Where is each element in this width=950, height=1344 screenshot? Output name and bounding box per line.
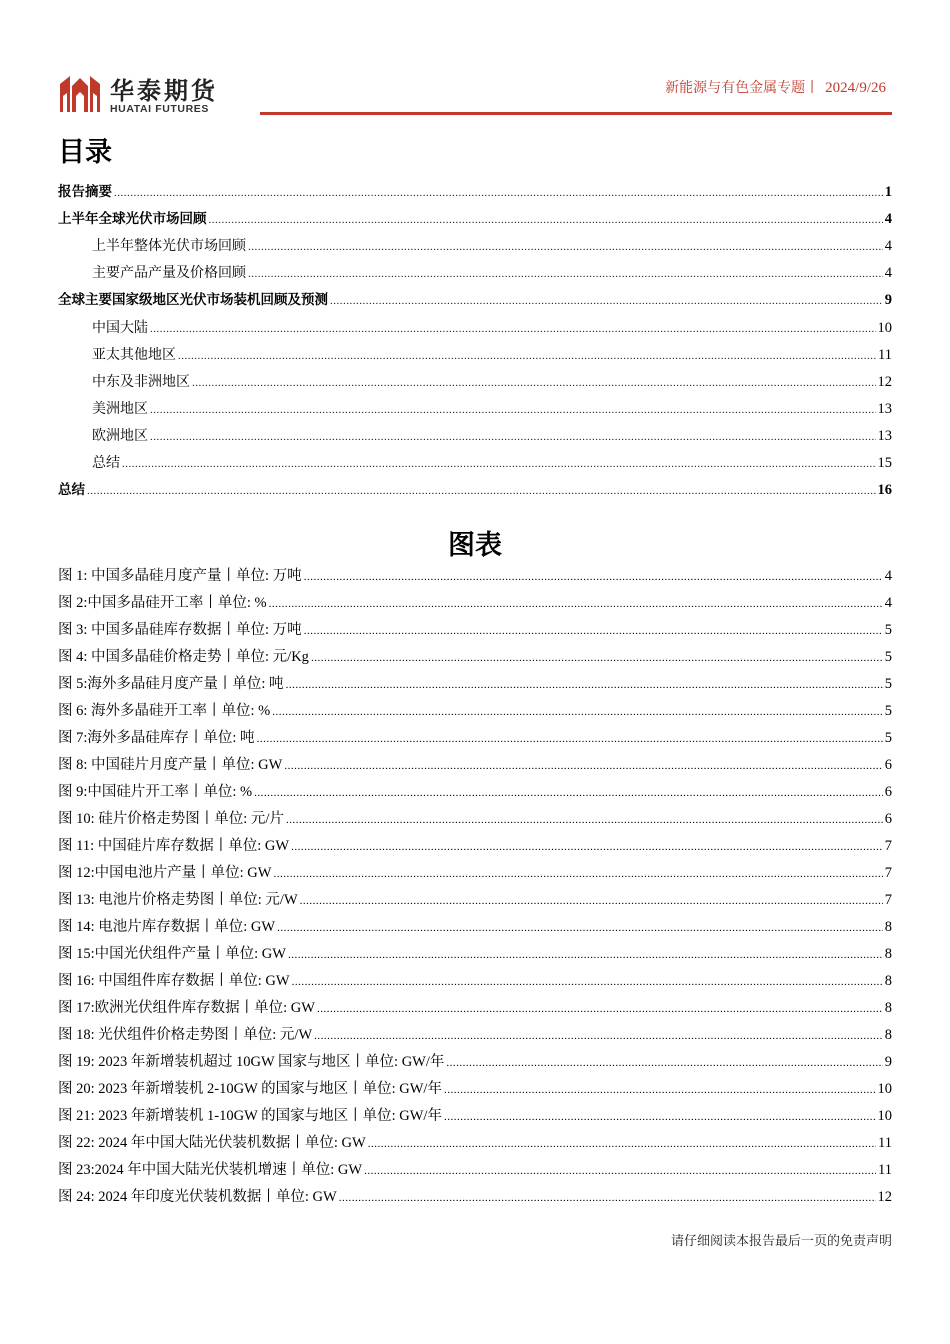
figure-entry[interactable]	[58, 564, 892, 588]
figure-entry-label: 图 24: 2024 年印度光伏装机数据丨单位: GW	[58, 1189, 337, 1205]
dot-leader	[150, 425, 876, 449]
toc-entry[interactable]	[58, 478, 892, 502]
toc-entry-page: 13	[877, 400, 892, 417]
dot-leader	[178, 344, 876, 368]
dot-leader	[150, 317, 876, 341]
figure-entry[interactable]	[58, 618, 892, 642]
dot-leader	[248, 235, 883, 259]
toc-entry-page: 13	[877, 427, 892, 444]
dot-leader	[114, 181, 883, 205]
report-type: 新能源与有色金属专题丨	[665, 80, 820, 96]
figure-entry-label: 图 7:海外多晶硅库存丨单位: 吨	[58, 730, 255, 746]
figure-entry-label: 图 11: 中国硅片库存数据丨单位: GW	[58, 838, 290, 854]
figure-entry-page: 4	[884, 568, 892, 584]
figure-entry-page: 12	[877, 1189, 892, 1205]
dot-leader	[209, 208, 883, 232]
figure-entry-page: 6	[884, 784, 892, 800]
dot-leader	[288, 943, 883, 967]
dot-leader	[304, 565, 883, 589]
dot-leader	[192, 371, 876, 395]
figure-entry[interactable]	[58, 888, 892, 912]
figure-entry-label: 图 20: 2023 年新增装机 2-10GW 的国家与地区丨单位: GW/年	[58, 1081, 442, 1097]
figure-entry-label: 图 21: 2023 年新增装机 1-10GW 的国家与地区丨单位: GW/年	[58, 1108, 442, 1124]
toc-entry-page: 16	[877, 482, 892, 499]
figure-entry-page: 5	[884, 676, 892, 692]
figure-entry-page: 8	[884, 946, 892, 962]
figure-entry[interactable]	[58, 942, 892, 966]
dot-leader	[272, 700, 882, 724]
figure-entry-label: 图 10: 硅片价格走势图丨单位: 元/片	[58, 811, 284, 827]
dot-leader	[304, 619, 883, 643]
figure-entry[interactable]	[58, 861, 892, 885]
page-header	[58, 72, 892, 118]
toc-entry-label: 中东及非洲地区	[92, 373, 190, 390]
figure-entry[interactable]	[58, 1077, 892, 1101]
toc-entry-label: 上半年全球光伏市场回顾	[58, 211, 207, 228]
toc-entry[interactable]	[58, 288, 892, 312]
figure-entry-page: 7	[884, 892, 892, 908]
figure-entry-label: 图 5:海外多晶硅月度产量丨单位: 吨	[58, 676, 284, 692]
header-divider	[260, 112, 892, 115]
report-date: 2024/9/26	[825, 80, 886, 96]
figure-entry-label: 图 3: 中国多晶硅库存数据丨单位: 万吨	[58, 622, 302, 638]
dot-leader	[87, 479, 876, 503]
toc-entry-page: 4	[884, 211, 892, 228]
dot-leader	[150, 398, 876, 422]
toc-entry[interactable]	[92, 234, 892, 258]
figure-entry-label: 图 15:中国光伏组件产量丨单位: GW	[58, 946, 286, 962]
figure-entry-label: 图 17:欧洲光伏组件库存数据丨单位: GW	[58, 1000, 315, 1016]
figure-entry[interactable]	[58, 915, 892, 939]
toc-entry-label: 报告摘要	[58, 184, 112, 200]
figure-entry-page: 6	[884, 811, 892, 827]
toc-title: 目录	[58, 137, 112, 168]
figure-entry[interactable]	[58, 1104, 892, 1128]
dot-leader	[286, 808, 883, 832]
figure-entry-label: 图 12:中国电池片产量丨单位: GW	[58, 865, 272, 881]
figure-entry[interactable]	[58, 645, 892, 669]
toc-entry-page: 1	[884, 184, 892, 200]
toc-entry[interactable]	[92, 451, 892, 475]
toc-entry-label: 中国大陆	[92, 319, 148, 336]
toc-entry-label: 亚太其他地区	[92, 346, 176, 363]
figure-entry-label: 图 16: 中国组件库存数据丨单位: GW	[58, 973, 290, 989]
figure-entry[interactable]	[58, 780, 892, 804]
toc-entry-page: 4	[884, 238, 892, 255]
figure-entry[interactable]	[58, 969, 892, 993]
toc-entry-page: 4	[884, 265, 892, 282]
toc-entry[interactable]	[92, 343, 892, 367]
dot-leader	[292, 970, 883, 994]
figure-entry[interactable]	[58, 672, 892, 696]
figure-entry-page: 4	[884, 595, 892, 611]
toc-entry[interactable]	[58, 180, 892, 204]
toc-entry-page: 10	[877, 319, 892, 336]
toc-entry-label: 主要产品产量及价格回顾	[92, 265, 246, 282]
figure-entry-label: 图 14: 电池片库存数据丨单位: GW	[58, 919, 276, 935]
logo-text-en: HUATAI FUTURES	[110, 103, 210, 115]
figure-entry-label: 图 9:中国硅片开工率丨单位: %	[58, 784, 253, 800]
report-meta	[665, 77, 886, 97]
figure-entry[interactable]	[58, 996, 892, 1020]
dot-leader	[339, 1186, 876, 1210]
toc-entry-page: 12	[877, 373, 892, 390]
figure-entry-page: 10	[877, 1108, 892, 1124]
figure-entry-page: 11	[878, 1135, 892, 1151]
figure-entry-page: 7	[884, 838, 892, 854]
figure-entry-label: 图 1: 中国多晶硅月度产量丨单位: 万吨	[58, 568, 302, 584]
toc-entry-label: 欧洲地区	[92, 427, 148, 444]
toc-entry-page: 11	[878, 346, 892, 363]
figure-entry-page: 11	[878, 1162, 892, 1178]
logo-text-cn: 华泰期货	[110, 77, 218, 105]
toc-entry[interactable]	[92, 370, 892, 394]
figure-entry-label: 图 8: 中国硅片月度产量丨单位: GW	[58, 757, 283, 773]
toc-entry-page: 15	[877, 455, 892, 471]
figure-entry-page: 8	[884, 1000, 892, 1016]
toc-entry-label: 全球主要国家级地区光伏市场装机回顾及预测	[58, 292, 328, 309]
figure-entry[interactable]	[58, 699, 892, 723]
dot-leader	[446, 1051, 882, 1075]
figure-entry[interactable]	[58, 834, 892, 858]
figure-entry-page: 9	[884, 1054, 892, 1070]
figure-entry-label: 图 6: 海外多晶硅开工率丨单位: %	[58, 703, 271, 719]
dot-leader	[257, 727, 883, 751]
figure-entry-page: 8	[884, 919, 892, 935]
toc-entry[interactable]	[92, 424, 892, 448]
dot-leader	[314, 1024, 883, 1048]
dot-leader	[444, 1078, 876, 1102]
figure-entry-label: 图 22: 2024 年中国大陆光伏装机数据丨单位: GW	[58, 1135, 366, 1151]
toc-entry[interactable]	[92, 397, 892, 421]
figure-entry-page: 5	[884, 703, 892, 719]
toc-entry[interactable]	[58, 207, 892, 231]
toc-entry[interactable]	[92, 261, 892, 285]
dot-leader	[444, 1105, 876, 1129]
toc-entry-label: 总结	[58, 482, 85, 499]
dot-leader	[273, 862, 882, 886]
figure-entry-label: 图 19: 2023 年新增装机超过 10GW 国家与地区丨单位: GW/年	[58, 1054, 445, 1070]
figure-entry[interactable]	[58, 753, 892, 777]
dot-leader	[291, 835, 883, 859]
dot-leader	[248, 262, 883, 286]
figure-entry-page: 5	[884, 622, 892, 638]
dot-leader	[284, 754, 882, 778]
dot-leader	[277, 916, 883, 940]
figure-entry[interactable]	[58, 1185, 892, 1209]
figure-entry-label: 图 4: 中国多晶硅价格走势丨单位: 元/Kg	[58, 649, 309, 665]
toc-entry-label: 美洲地区	[92, 400, 148, 417]
toc-entry-label: 上半年整体光伏市场回顾	[92, 238, 246, 255]
figure-entry[interactable]	[58, 726, 892, 750]
figures-title: 图表	[448, 530, 502, 561]
figure-entry-label: 图 23:2024 年中国大陆光伏装机增速丨单位: GW	[58, 1162, 363, 1178]
figure-entry-page: 5	[884, 649, 892, 665]
figure-entry-page: 10	[877, 1081, 892, 1097]
dot-leader	[311, 646, 883, 670]
figure-entry[interactable]	[58, 1023, 892, 1047]
dot-leader	[269, 592, 883, 616]
figure-entry[interactable]	[58, 1050, 892, 1074]
figure-entry[interactable]	[58, 591, 892, 615]
toc-entry-page: 9	[884, 292, 892, 309]
figure-entry[interactable]	[58, 1158, 892, 1182]
dot-leader	[286, 673, 883, 697]
dot-leader	[254, 781, 883, 805]
figure-entry-page: 5	[884, 730, 892, 746]
disclaimer-note: 请仔细阅读本报告最后一页的免责声明	[670, 1234, 892, 1249]
company-logo	[58, 72, 218, 118]
figure-entry-page: 8	[884, 973, 892, 989]
figure-entry-page: 6	[884, 757, 892, 773]
dot-leader	[300, 889, 883, 913]
dot-leader	[122, 452, 876, 476]
figure-entry-label: 图 13: 电池片价格走势图丨单位: 元/W	[58, 892, 298, 908]
figure-entry-label: 图 18: 光伏组件价格走势图丨单位: 元/W	[58, 1027, 313, 1043]
toc-entry-label: 总结	[92, 455, 120, 471]
figure-entry-page: 7	[884, 865, 892, 881]
figure-entry-label: 图 2:中国多晶硅开工率丨单位: %	[58, 595, 267, 611]
figure-entry[interactable]	[58, 1131, 892, 1155]
figure-entry-page: 8	[884, 1027, 892, 1043]
huatai-logo-icon	[58, 74, 102, 114]
dot-leader	[368, 1132, 876, 1156]
dot-leader	[330, 289, 883, 313]
dot-leader	[317, 997, 883, 1021]
dot-leader	[364, 1159, 876, 1183]
toc-entry[interactable]	[92, 316, 892, 340]
figure-entry[interactable]	[58, 807, 892, 831]
